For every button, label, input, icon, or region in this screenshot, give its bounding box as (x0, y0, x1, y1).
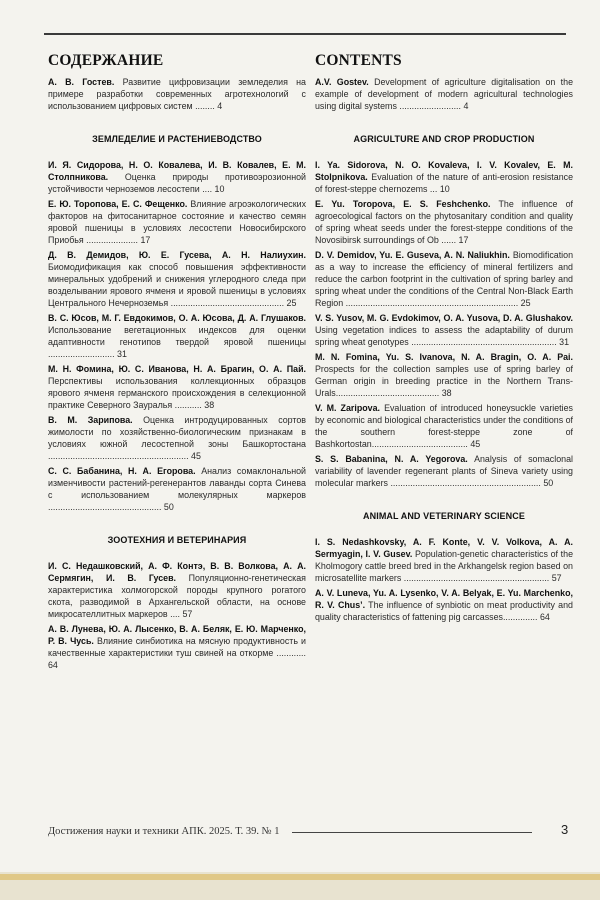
entry-page: 57 (551, 573, 562, 583)
entry-authors: М. Н. Фомина, Ю. С. Иванова, Н. А. Брагин, О. А. Пай. (48, 364, 306, 374)
entry-page: 25 (520, 298, 531, 308)
toc-entry (48, 363, 306, 411)
entry-page: 64 (48, 660, 58, 670)
entry-page: 50 (163, 502, 174, 512)
entry-page: 10 (439, 184, 450, 194)
toc-entry (315, 76, 573, 112)
entry-authors: В. М. Зарипова. (48, 415, 133, 425)
entry-title: Развитие цифровизации земледелия на примере разработки современных агротехнологий с использованием цифровых систем ........ (48, 77, 306, 111)
top-rule (44, 33, 566, 35)
toc-entry (48, 198, 306, 246)
page-number: 3 (561, 822, 569, 837)
contents-column-english (315, 52, 573, 626)
contents-heading-ru: СОДЕРЖАНИЕ (48, 52, 164, 69)
entry-title: Using vegetation indices to assess the adaptability of durum spring wheat genotypes ........................................................... (315, 325, 573, 347)
section-heading: ЗООТЕХНИЯ И ВЕТЕРИНАРИЯ (107, 535, 247, 545)
contents-body-en (315, 76, 573, 623)
contents-heading-en: CONTENTS (315, 52, 402, 69)
toc-entry (315, 587, 573, 623)
entry-authors: V. M. Zaripova. (315, 403, 381, 413)
entry-title: Перспективы использования коллекционных образцов ярового ячменя германского происхождения в селекционной практике Северного Зауралья ........... (48, 376, 306, 410)
toc-entry (48, 159, 306, 195)
toc-entry (315, 536, 573, 584)
entry-title: Development of agriculture digitalisation on the example of development of modern agricultural technologies using digital systems ......................... (315, 77, 574, 111)
entry-title: Влияние синбиотика на мясную продуктивность и качественные характеристики туш свиней на откорме ............ (48, 636, 307, 658)
entry-authors: A. V. Luneva, Yu. A. Lysenko, V. A. Belyak, E. Yu. Marchenko, R. V. Chus’. (315, 588, 573, 610)
contents-body-ru (48, 76, 306, 671)
contents-column-russian (48, 52, 306, 674)
entry-title: Population-genetic characteristics of the Kholmogory cattle breed bred in the Arkhangelsk region based on microsatellite markers ........................................................... (315, 549, 574, 583)
entry-page: 38 (441, 388, 452, 398)
bottom-accent (0, 874, 600, 880)
entry-authors: S. S. Babanina, N. A. Yegorova. (315, 454, 468, 464)
entry-page: 10 (214, 184, 225, 194)
entry-page: 38 (204, 400, 215, 410)
toc-entry (315, 402, 573, 450)
entry-authors: E. Yu. Toropova, E. S. Feshchenko. (315, 199, 491, 209)
entry-title: Анализ сомаклональной изменчивости растений-регенерантов лаванды сорта Синева с использованием молекулярных маркеров .............................................. (48, 466, 306, 512)
toc-entry (48, 465, 306, 513)
entry-authors: В. С. Юсов, М. Г. Евдокимов, О. А. Юсова, Д. А. Глушаков. (48, 313, 306, 323)
entry-authors: А. В. Гостев. (48, 77, 115, 87)
toc-entry (48, 312, 306, 360)
entry-authors: Е. Ю. Торопова, Е. С. Фещенко. (48, 199, 188, 209)
entry-title: The influence of synbiotic on meat productivity and quality characteristics of fattening pig carcasses.............. (315, 600, 573, 622)
entry-title: Использование вегетационных индексов для оценки адаптивности генотипов твердой яровой пшеницы ........................... (48, 325, 306, 359)
entry-page: 4 (217, 101, 223, 111)
entry-authors: А. В. Лунева, Ю. А. Лысенко, В. А. Беляк, Е. Ю. Марченко, Р. В. Чусь. (48, 624, 306, 646)
entry-title: The influence of agroecological factors on the phytosanitary condition and quality of spring wheat seeds under the forest-steppe conditions of the Novosibirsk surroundings of Ob ...... (315, 199, 573, 245)
entry-title: Биомодификация как способ повышения эффективности минеральных удобрений и снижения углеродного следа при возделывании ярового ячменя и яровой пшеницы в условиях Центрального Нечерноземья .............................................. (48, 262, 306, 308)
entry-page: 4 (463, 101, 469, 111)
entry-authors: D. V. Demidov, Yu. E. Guseva, A. N. Naliukhin. (315, 250, 510, 260)
entry-authors: И. С. Недашковский, А. Ф. Контэ, В. В. Волкова, А. А. Сермягин, И. В. Гусев. (48, 561, 306, 583)
toc-entry (315, 312, 573, 348)
entry-page: 25 (286, 298, 297, 308)
entry-page: 45 (470, 439, 481, 449)
entry-authors: V. S. Yusov, M. G. Evdokimov, O. A. Yusova, D. A. Glushakov. (315, 313, 573, 323)
section-heading: ЗЕМЛЕДЕЛИЕ И РАСТЕНИЕВОДСТВО (92, 134, 262, 144)
entry-authors: Д. В. Демидов, Ю. Е. Гусева, А. Н. Налиухин. (48, 250, 306, 260)
entry-page: 50 (543, 478, 554, 488)
entry-authors: M. N. Fomina, Yu. S. Ivanova, N. A. Bragin, O. A. Pai. (315, 352, 573, 362)
toc-entry (315, 249, 573, 309)
toc-entry (48, 414, 306, 462)
entry-title: Evaluation of introduced honeysuckle varieties by economic and biological characteristics under the conditions of the southern forest-steppe zone of Bashkortostan....................................... (315, 403, 574, 449)
entry-page: 17 (458, 235, 469, 245)
entry-title: Biomodification as a way to increase the efficiency of mineral fertilizers and reduce the carbon footprint in the cultivation of spring barley and spring wheat under the conditions of the Central Non-Black Earth Region ...................................................................... (315, 250, 574, 308)
entry-page: 31 (559, 337, 570, 347)
toc-entry (48, 560, 306, 620)
entry-authors: I. S. Nedashkovsky, A. F. Konte, V. V. Volkova, A. A. Sermyagin, I. V. Gusev. (315, 537, 573, 559)
entry-title: Evaluation of the nature of anti-erosion resistance of forest-steppe chernozems ... (315, 172, 573, 194)
toc-entry (315, 453, 573, 489)
section-heading: ANIMAL AND VETERINARY SCIENCE (363, 511, 525, 521)
toc-entry (48, 76, 306, 112)
footer-rule (292, 832, 532, 833)
entry-page: 57 (182, 609, 193, 619)
entry-authors: I. Ya. Sidorova, N. O. Kovaleva, I. V. Kovalev, E. M. Stolpnikova. (315, 160, 573, 182)
section-heading: AGRICULTURE AND CROP PRODUCTION (353, 134, 535, 144)
entry-title: Влияние агроэкологических факторов на фитосанитарное состояние и качество семян яровой пшеницы в условиях лесостепи Новосибирского Приобья ..................... (48, 199, 307, 245)
toc-entry (48, 623, 306, 671)
entry-authors: A.V. Gostev. (315, 77, 369, 87)
entry-authors: И. Я. Сидорова, Н. О. Ковалева, И. В. Ковалев, Е. М. Столпникова. (48, 160, 306, 182)
entry-title: Популяционно-генетическая характеристика холмогорской породы крупного рогатого скота, разводимой в Архангельской области, на основе микросателлитных маркеров .... (48, 573, 306, 619)
toc-entry (315, 159, 573, 195)
toc-entry (315, 351, 573, 399)
entry-page: 17 (140, 235, 151, 245)
entry-title: Prospects for the collection samples use of spring barley of German origin in breeding practice in the Northern Trans-Urals.......................................... (315, 364, 573, 398)
toc-entry (48, 249, 306, 309)
entry-page: 64 (539, 612, 550, 622)
entry-authors: С. С. Бабанина, Н. А. Егорова. (48, 466, 196, 476)
entry-title: Оценка природы противоэрозионной устойчивости черноземов лесостепи .... (48, 172, 307, 194)
toc-entry (315, 198, 573, 246)
entry-page: 45 (191, 451, 201, 461)
entry-page: 31 (117, 349, 127, 359)
entry-title: Оценка интродуцированных сортов жимолости по хозяйственно-биологическим признакам в условиях южной лесостепной зоны Башкортостана ......................................................... (48, 415, 307, 461)
entry-title: Analysis of somaclonal variability of lavender regenerant plants of Sineva variety using molecular markers ............................................................. (315, 454, 573, 488)
journal-citation: Достижения науки и техники АПК. 2025. Т. 39. № 1 (48, 826, 280, 837)
